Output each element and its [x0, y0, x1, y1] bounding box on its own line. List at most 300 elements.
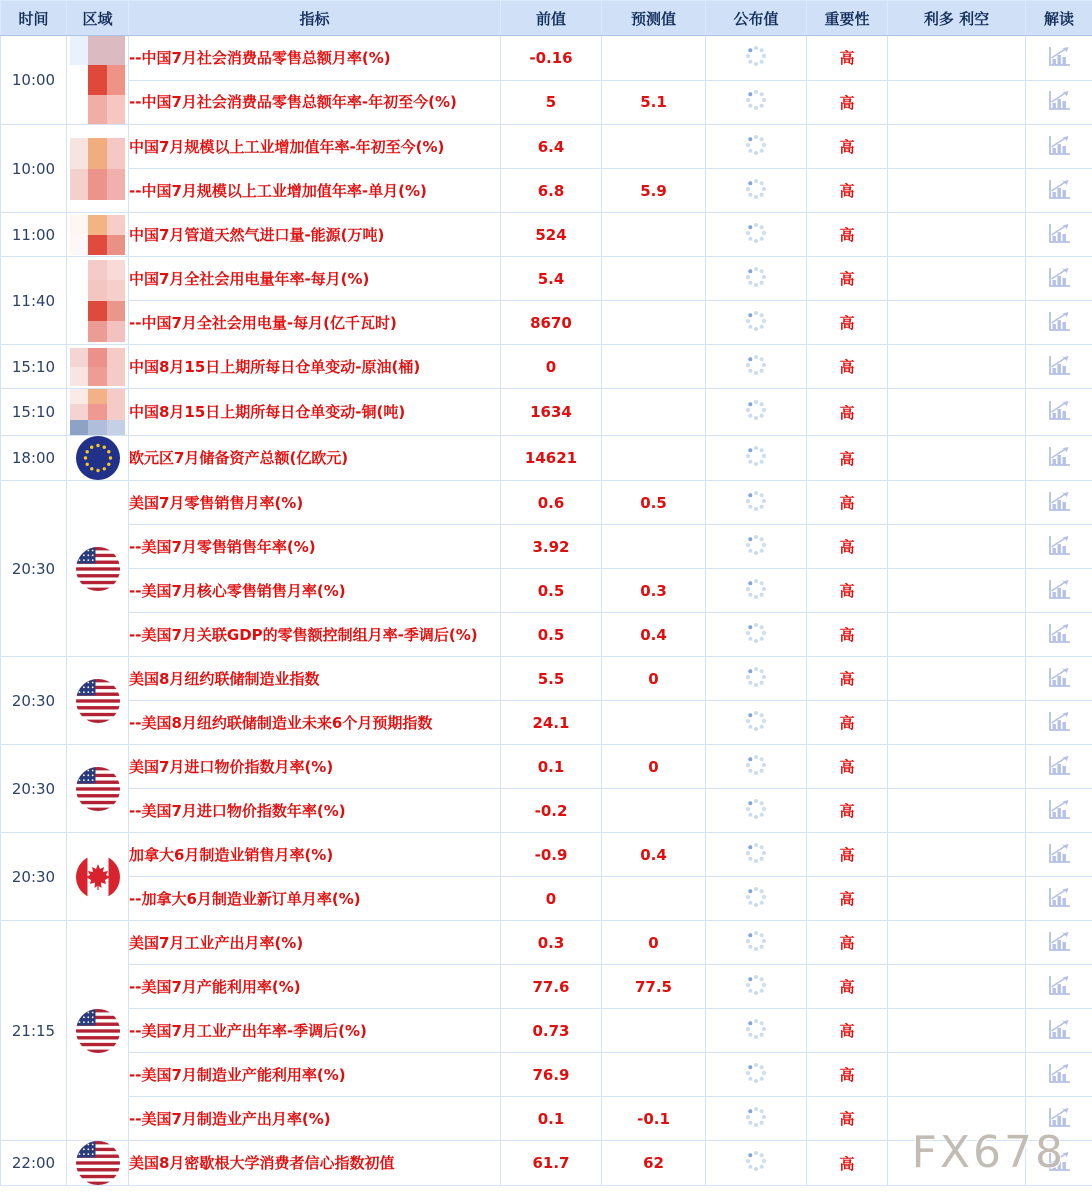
importance-badge: 高 — [839, 138, 855, 156]
forecast-value: 5.1 — [640, 93, 667, 112]
importance-badge: 高 — [839, 1022, 855, 1040]
bias-cell — [888, 301, 1026, 345]
importance-cell — [807, 789, 888, 833]
published-value-cell — [706, 701, 807, 745]
time-cell — [1, 257, 67, 345]
table-row — [1, 701, 1092, 745]
loading-spinner-icon — [745, 1150, 767, 1172]
forecast-value: 0.5 — [640, 493, 667, 512]
bar-chart-arrow-icon — [1046, 265, 1072, 289]
previous-value-cell — [501, 1097, 602, 1141]
bar-chart-arrow-icon — [1046, 885, 1072, 909]
published-value-cell — [706, 481, 807, 525]
table-row — [1, 613, 1092, 657]
interpretation-button[interactable] — [1026, 389, 1092, 436]
forecast-value-cell — [602, 833, 706, 877]
loading-spinner-icon — [745, 134, 767, 156]
forecast-value-cell — [602, 213, 706, 257]
previous-value: 8670 — [530, 313, 572, 332]
interpretation-button[interactable] — [1026, 1053, 1092, 1097]
indicator-label: --中国7月全社会用电量-每月(亿千瓦时) — [129, 313, 397, 332]
loading-spinner-icon — [745, 89, 767, 111]
previous-value: 6.4 — [537, 137, 565, 156]
interpretation-button[interactable] — [1026, 569, 1092, 613]
interpretation-button[interactable] — [1026, 525, 1092, 569]
forecast-value-cell — [602, 1009, 706, 1053]
time-label: 11:40 — [11, 291, 56, 310]
importance-cell — [807, 833, 888, 877]
loading-spinner-icon — [745, 974, 767, 996]
previous-value: 5.5 — [537, 669, 565, 688]
region-cell — [67, 345, 129, 389]
previous-value: 6.8 — [537, 181, 565, 200]
previous-value-cell — [501, 745, 602, 789]
published-value-cell — [706, 36, 807, 81]
bar-chart-arrow-icon — [1046, 665, 1072, 689]
importance-badge: 高 — [839, 978, 855, 996]
published-value-cell — [706, 169, 807, 213]
indicator-cell — [129, 345, 501, 389]
published-value-cell — [706, 1097, 807, 1141]
header-importance: 重要性 — [807, 1, 888, 36]
indicator-cell — [129, 833, 501, 877]
indicator-label: --美国7月进口物价指数年率(%) — [129, 801, 346, 820]
indicator-label: 欧元区7月储备资产总额(亿欧元) — [129, 449, 349, 467]
header-published: 公布值 — [706, 1, 807, 36]
forecast-value-cell — [602, 657, 706, 701]
previous-value-cell — [501, 877, 602, 921]
region-cell — [67, 36, 129, 125]
published-value-cell — [706, 1009, 807, 1053]
published-value-cell — [706, 657, 807, 701]
flag-china-pixelated-6-icon — [70, 389, 126, 435]
interpretation-button[interactable] — [1026, 789, 1092, 833]
bar-chart-arrow-icon — [1046, 221, 1072, 245]
indicator-cell — [129, 80, 501, 125]
importance-badge: 高 — [839, 270, 855, 288]
forecast-value-cell — [602, 1097, 706, 1141]
time-cell — [1, 213, 67, 257]
bias-cell — [888, 525, 1026, 569]
loading-spinner-icon — [745, 445, 767, 467]
region-cell — [67, 1141, 129, 1186]
time-cell — [1, 436, 67, 481]
indicator-label: --美国7月工业产出年率-季调后(%) — [129, 1021, 367, 1040]
importance-cell — [807, 481, 888, 525]
published-value-cell — [706, 525, 807, 569]
indicator-cell — [129, 125, 501, 169]
loading-spinner-icon — [745, 354, 767, 376]
forecast-value-cell — [602, 169, 706, 213]
interpretation-button[interactable] — [1026, 481, 1092, 525]
bias-cell — [888, 1053, 1026, 1097]
loading-spinner-icon — [745, 842, 767, 864]
bar-chart-arrow-icon — [1046, 797, 1072, 821]
importance-cell — [807, 525, 888, 569]
time-label: 20:30 — [11, 779, 56, 798]
indicator-label: --美国7月核心零售销售月率(%) — [129, 581, 346, 600]
table-row — [1, 345, 1092, 389]
indicator-label: --美国7月关联GDP的零售额控制组月率-季调后(%) — [129, 625, 478, 644]
interpretation-button[interactable] — [1026, 745, 1092, 789]
time-label: 10:00 — [11, 159, 56, 178]
region-cell — [67, 213, 129, 257]
loading-spinner-icon — [745, 1106, 767, 1128]
table-row — [1, 481, 1092, 525]
time-cell — [1, 481, 67, 657]
bar-chart-arrow-icon — [1046, 577, 1072, 601]
table-row — [1, 569, 1092, 613]
importance-badge: 高 — [839, 449, 855, 468]
forecast-value: 0.3 — [640, 581, 667, 600]
forecast-value-cell — [602, 80, 706, 125]
table-row — [1, 1141, 1092, 1186]
bias-cell — [888, 125, 1026, 169]
previous-value: 0 — [545, 889, 557, 908]
bias-cell — [888, 745, 1026, 789]
forecast-value: 0 — [648, 933, 659, 952]
importance-badge: 高 — [839, 1154, 855, 1173]
importance-cell — [807, 877, 888, 921]
importance-cell — [807, 169, 888, 213]
previous-value: 0.1 — [537, 757, 565, 776]
bar-chart-arrow-icon — [1046, 973, 1072, 997]
forecast-value-cell — [602, 877, 706, 921]
indicator-label: 美国7月进口物价指数月率(%) — [129, 757, 334, 776]
previous-value-cell — [501, 169, 602, 213]
interpretation-button[interactable] — [1026, 1097, 1092, 1141]
indicator-cell — [129, 169, 501, 213]
importance-cell — [807, 701, 888, 745]
published-value-cell — [706, 613, 807, 657]
loading-spinner-icon — [745, 266, 767, 288]
importance-badge: 高 — [839, 403, 855, 422]
bar-chart-arrow-icon — [1046, 177, 1072, 201]
loading-spinner-icon — [745, 886, 767, 908]
forecast-value: 62 — [643, 1154, 664, 1172]
bias-cell — [888, 1141, 1026, 1186]
interpretation-button[interactable] — [1026, 833, 1092, 877]
forecast-value-cell — [602, 1053, 706, 1097]
interpretation-button[interactable] — [1026, 36, 1092, 81]
time-cell — [1, 833, 67, 921]
interpretation-button[interactable] — [1026, 345, 1092, 389]
interpretation-button[interactable] — [1026, 657, 1092, 701]
forecast-value-cell — [602, 125, 706, 169]
published-value-cell — [706, 257, 807, 301]
bar-chart-arrow-icon — [1046, 1105, 1072, 1129]
bar-chart-arrow-icon — [1046, 709, 1072, 733]
loading-spinner-icon — [745, 178, 767, 200]
indicator-cell — [129, 569, 501, 613]
bar-chart-arrow-icon — [1046, 489, 1072, 513]
indicator-cell — [129, 389, 501, 436]
importance-cell — [807, 257, 888, 301]
time-label: 11:00 — [11, 225, 56, 244]
region-cell — [67, 257, 129, 345]
importance-cell — [807, 125, 888, 169]
interpretation-button[interactable] — [1026, 965, 1092, 1009]
indicator-cell — [129, 701, 501, 745]
bias-cell — [888, 701, 1026, 745]
interpretation-button[interactable] — [1026, 213, 1092, 257]
previous-value-cell — [501, 965, 602, 1009]
interpretation-button[interactable] — [1026, 301, 1092, 345]
importance-badge: 高 — [839, 49, 855, 68]
loading-spinner-icon — [745, 754, 767, 776]
time-label: 15:10 — [11, 357, 56, 376]
previous-value: 0.5 — [537, 581, 565, 600]
interpretation-button[interactable] — [1026, 701, 1092, 745]
indicator-label: 中国7月全社会用电量年率-每月(%) — [129, 269, 370, 288]
previous-value-cell — [501, 525, 602, 569]
forecast-value-cell — [602, 965, 706, 1009]
interpretation-button[interactable] — [1026, 125, 1092, 169]
time-cell — [1, 1141, 67, 1186]
loading-spinner-icon — [745, 666, 767, 688]
time-label: 10:00 — [11, 71, 56, 89]
previous-value: 5.4 — [537, 269, 565, 288]
loading-spinner-icon — [745, 534, 767, 556]
interpretation-button[interactable] — [1026, 877, 1092, 921]
time-cell — [1, 745, 67, 833]
flag-us-icon — [76, 547, 120, 591]
bar-chart-arrow-icon — [1046, 1149, 1072, 1173]
previous-value-cell — [501, 569, 602, 613]
bias-cell — [888, 257, 1026, 301]
previous-value-cell — [501, 80, 602, 125]
bar-chart-arrow-icon — [1046, 398, 1072, 422]
forecast-value-cell — [602, 481, 706, 525]
header-time: 时间 — [1, 1, 67, 36]
interpretation-button[interactable] — [1026, 921, 1092, 965]
indicator-cell — [129, 1097, 501, 1141]
loading-spinner-icon — [745, 222, 767, 244]
calendar-table-body — [1, 36, 1092, 1186]
forecast-value-cell — [602, 701, 706, 745]
indicator-cell — [129, 36, 501, 81]
loading-spinner-icon — [745, 310, 767, 332]
forecast-value: 0 — [648, 669, 659, 688]
time-label: 21:15 — [11, 1021, 56, 1040]
table-row — [1, 789, 1092, 833]
previous-value-cell — [501, 613, 602, 657]
bias-cell — [888, 169, 1026, 213]
importance-badge: 高 — [839, 182, 855, 200]
importance-cell — [807, 301, 888, 345]
indicator-cell — [129, 789, 501, 833]
previous-value-cell — [501, 1141, 602, 1186]
forecast-value-cell — [602, 436, 706, 481]
previous-value: 5 — [545, 93, 557, 112]
region-cell — [67, 389, 129, 436]
bar-chart-arrow-icon — [1046, 133, 1072, 157]
importance-cell — [807, 1141, 888, 1186]
forecast-value-cell — [602, 789, 706, 833]
published-value-cell — [706, 877, 807, 921]
importance-badge: 高 — [839, 626, 855, 644]
published-value-cell — [706, 789, 807, 833]
bar-chart-arrow-icon — [1046, 353, 1072, 377]
previous-value: 14621 — [524, 449, 578, 467]
importance-cell — [807, 745, 888, 789]
time-label: 22:00 — [11, 1154, 56, 1172]
bias-cell — [888, 657, 1026, 701]
region-cell — [67, 125, 129, 213]
importance-badge: 高 — [839, 670, 855, 688]
importance-cell — [807, 36, 888, 81]
previous-value: 0.5 — [537, 625, 565, 644]
forecast-value-cell — [602, 525, 706, 569]
bar-chart-arrow-icon — [1046, 44, 1072, 68]
bias-cell — [888, 613, 1026, 657]
flag-us-icon — [76, 1141, 120, 1185]
interpretation-button[interactable] — [1026, 613, 1092, 657]
forecast-value-cell — [602, 569, 706, 613]
time-cell — [1, 657, 67, 745]
indicator-cell — [129, 1053, 501, 1097]
flag-china-pixelated-5-icon — [70, 348, 126, 386]
watermark: FX678 — [911, 1127, 1066, 1178]
previous-value: 0 — [545, 357, 557, 376]
time-cell — [1, 125, 67, 213]
flag-canada-icon — [76, 855, 120, 899]
table-row — [1, 657, 1092, 701]
published-value-cell — [706, 80, 807, 125]
previous-value: 0.1 — [537, 1109, 565, 1128]
interpretation-button[interactable] — [1026, 169, 1092, 213]
loading-spinner-icon — [745, 1018, 767, 1040]
previous-value-cell — [501, 257, 602, 301]
importance-cell — [807, 921, 888, 965]
previous-value: 524 — [535, 225, 567, 244]
header-previous: 前值 — [501, 1, 602, 36]
forecast-value-cell — [602, 36, 706, 81]
forecast-value: 0 — [648, 757, 659, 776]
table-row — [1, 436, 1092, 481]
previous-value-cell — [501, 213, 602, 257]
bar-chart-arrow-icon — [1046, 533, 1072, 557]
published-value-cell — [706, 125, 807, 169]
importance-cell — [807, 389, 888, 436]
indicator-label: --美国8月纽约联储制造业未来6个月预期指数 — [129, 713, 433, 732]
indicator-cell — [129, 213, 501, 257]
importance-badge: 高 — [839, 802, 855, 820]
flag-china-pixelated-4-icon — [70, 260, 126, 342]
published-value-cell — [706, 436, 807, 481]
interpretation-button[interactable] — [1026, 1141, 1092, 1186]
indicator-label: 美国7月零售销售月率(%) — [129, 493, 304, 512]
previous-value-cell — [501, 389, 602, 436]
time-cell — [1, 389, 67, 436]
table-row — [1, 389, 1092, 436]
forecast-value-cell — [602, 257, 706, 301]
time-cell — [1, 921, 67, 1141]
importance-cell — [807, 569, 888, 613]
importance-cell — [807, 965, 888, 1009]
flag-china-pixelated-1-icon — [70, 36, 126, 124]
indicator-cell — [129, 436, 501, 481]
indicator-label: --中国7月社会消费品零售总额月率(%) — [129, 48, 391, 67]
published-value-cell — [706, 389, 807, 436]
importance-badge: 高 — [839, 494, 855, 512]
published-value-cell — [706, 965, 807, 1009]
previous-value: 24.1 — [532, 713, 570, 732]
indicator-cell — [129, 877, 501, 921]
previous-value-cell — [501, 1053, 602, 1097]
flag-china-pixelated-3-icon — [70, 215, 126, 255]
bias-cell — [888, 921, 1026, 965]
forecast-value: 5.9 — [640, 181, 667, 200]
importance-badge: 高 — [839, 934, 855, 952]
importance-cell — [807, 213, 888, 257]
published-value-cell — [706, 1053, 807, 1097]
previous-value: 3.92 — [532, 537, 570, 556]
forecast-value-cell — [602, 745, 706, 789]
forecast-value-cell — [602, 613, 706, 657]
indicator-label: 中国8月15日上期所每日仓单变动-铜(吨) — [129, 403, 406, 421]
header-indicator: 指标 — [129, 1, 501, 36]
previous-value-cell — [501, 301, 602, 345]
interpretation-button[interactable] — [1026, 80, 1092, 125]
bar-chart-arrow-icon — [1046, 929, 1072, 953]
forecast-value-cell — [602, 921, 706, 965]
forecast-value: 0.4 — [640, 625, 667, 644]
indicator-cell — [129, 301, 501, 345]
published-value-cell — [706, 569, 807, 613]
bias-cell — [888, 80, 1026, 125]
previous-value-cell — [501, 657, 602, 701]
indicator-label: 中国8月15日上期所每日仓单变动-原油(桶) — [129, 357, 421, 376]
importance-badge: 高 — [839, 1110, 855, 1128]
forecast-value: 0.4 — [640, 845, 667, 864]
bar-chart-arrow-icon — [1046, 444, 1072, 468]
importance-cell — [807, 345, 888, 389]
indicator-label: --中国7月规模以上工业增加值年率-单月(%) — [129, 181, 427, 200]
region-cell — [67, 436, 129, 481]
published-value-cell — [706, 345, 807, 389]
loading-spinner-icon — [745, 45, 767, 67]
published-value-cell — [706, 745, 807, 789]
bar-chart-arrow-icon — [1046, 841, 1072, 865]
loading-spinner-icon — [745, 622, 767, 644]
interpretation-button[interactable] — [1026, 436, 1092, 481]
table-row — [1, 525, 1092, 569]
bias-cell — [888, 877, 1026, 921]
flag-us-icon — [76, 679, 120, 723]
bar-chart-arrow-icon — [1046, 88, 1072, 112]
forecast-value: 77.5 — [634, 977, 672, 996]
bias-cell — [888, 389, 1026, 436]
interpretation-button[interactable] — [1026, 257, 1092, 301]
importance-cell — [807, 80, 888, 125]
indicator-label: 美国7月工业产出月率(%) — [129, 933, 304, 952]
interpretation-button[interactable] — [1026, 1009, 1092, 1053]
published-value-cell — [706, 1141, 807, 1186]
indicator-cell — [129, 745, 501, 789]
bias-cell — [888, 569, 1026, 613]
region-cell — [67, 657, 129, 745]
bias-cell — [888, 36, 1026, 81]
flag-china-pixelated-2-icon — [70, 138, 126, 200]
previous-value: 77.6 — [532, 977, 570, 996]
indicator-label: --加拿大6月制造业新订单月率(%) — [129, 889, 361, 908]
previous-value: 61.7 — [532, 1154, 570, 1172]
indicator-cell — [129, 1009, 501, 1053]
importance-cell — [807, 436, 888, 481]
previous-value-cell — [501, 125, 602, 169]
indicator-cell — [129, 1141, 501, 1186]
